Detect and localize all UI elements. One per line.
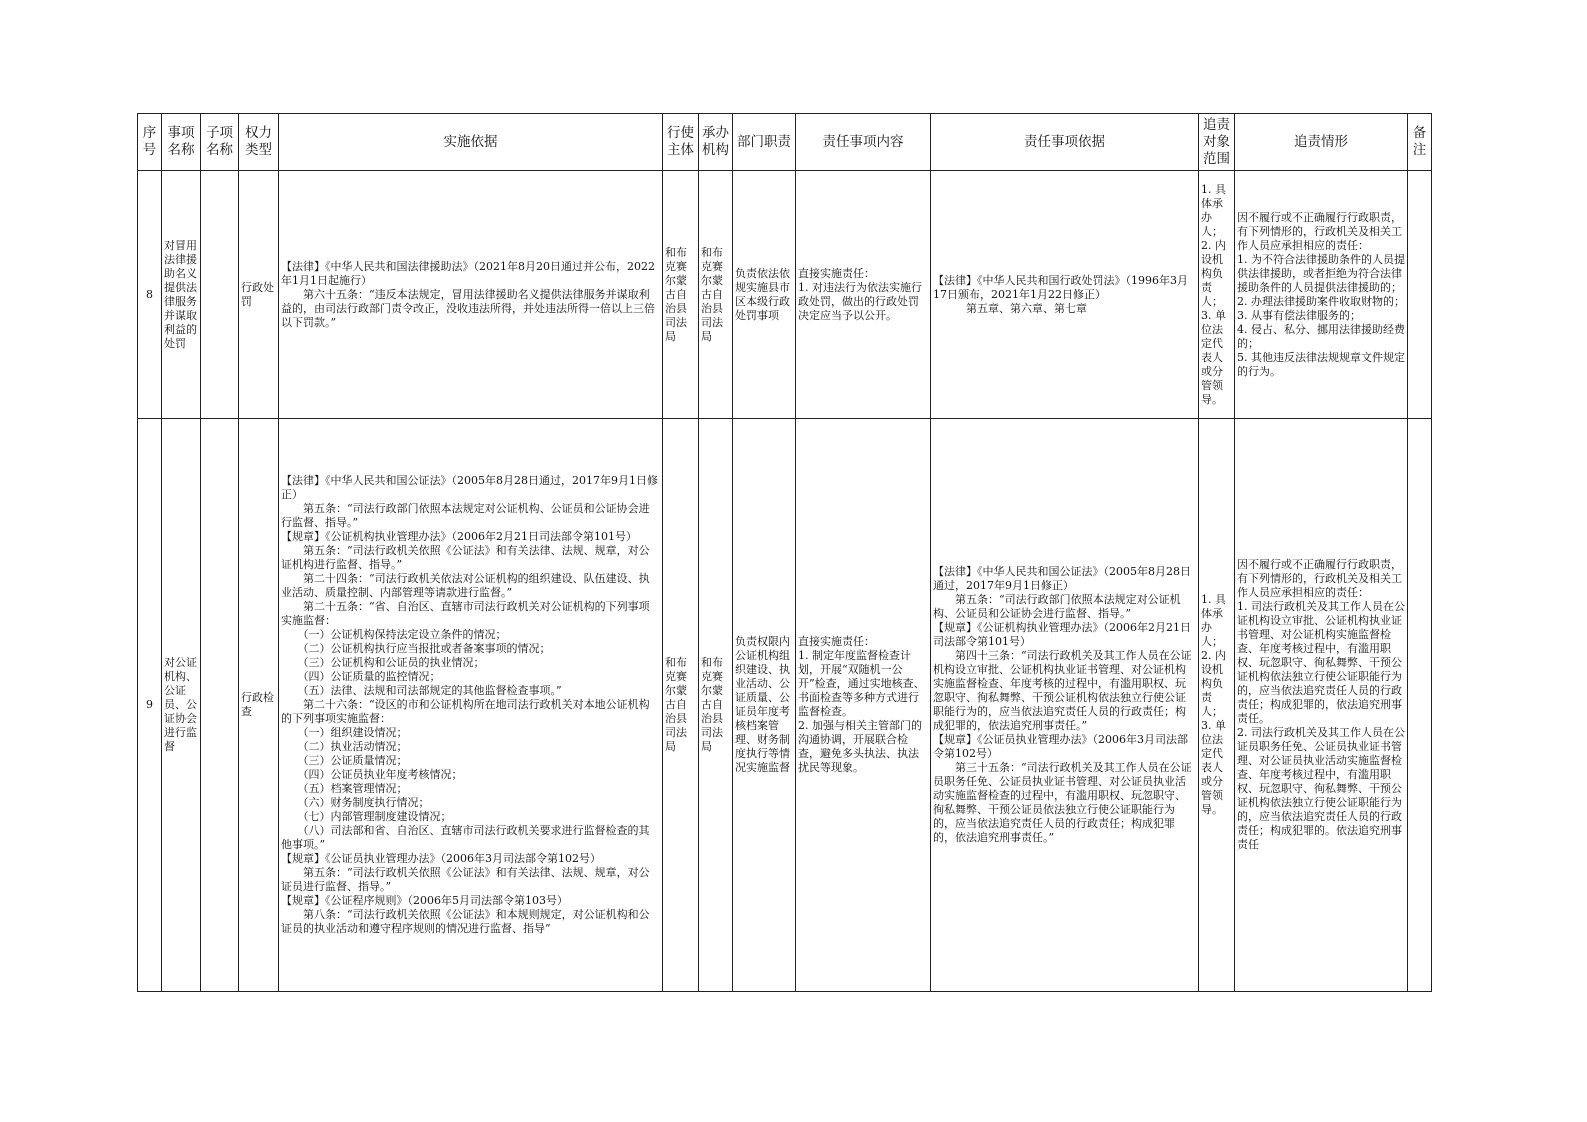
cell-item-name: 对公证机构、公证员、公证协会进行监督 <box>162 419 201 992</box>
cell-basis: 【法律】《中华人民共和国公证法》（2005年8月28日通过，2017年9月1日修正） 第五条：“司法行政部门依照本法规定对公证机构、公证员和公证协会进行监督、指导。” 【规章】《公证机构执业管理办法》（2006年2月21日司法部令第101号） 第五条：“司法行政机关依照《公证法》和有关法律、法规、规章，对公证机构进行监督、指导。” 第二十四条：“司法行政机关依法对公证机构的组织建设、队伍建设、执业活动、质量控制、内部管理等请款进行监督。” 第二十五条：“省、自治区、直辖市司法行政机关对公证机构的下列事项实施监督： （一）公证机构保持法定设立条件的情况； （二）公证机构执行应当报批或者备案事项的情况； （三）公证机构和公证员的执业情况； （四）公证质量的监控情况； （五）法律、法规和司法部规定的其他监督检查事项。” 第二十六条：“设区的市和公证机构所在地司法行政机关对本地公证机构的下列事项实施监督： （一）组织建设情况； （二）执业活动情况； （三）公证质量情况； （四）公证员执业年度考核情况； （五）档案管理情况； （六）财务制度执行情况； （七）内部管理制度建设情况； （八）司法部和省、自治区、直辖市司法行政机关要求进行监督检查的其他事项。” 【规章】《公证员执业管理办法》（2006年3月司法部令第102号） 第五条：“司法行政机关依照《公证法》和有关法律、法规、规章，对公证员进行监督、指导。” 【规章】《公证程序规则》（2006年5月司法部令第103号） 第八条：“司法行政机关依照《公证法》和本规则规定，对公证机构和公证员的执业活动和遵守程序规则的情况进行监督、指导” <box>279 419 663 992</box>
cell-resp-basis: 【法律】《中华人民共和国公证法》（2005年8月28日通过，2017年9月1日修正） 第五条：“司法行政部门依照本法规定对公证机构、公证员和公证协会进行监督、指导。” 【规章】《公证机构执业管理办法》（2006年2月21日司法部令第101号） 第四十三条：“司法行政机关及其工作人员在公证机构设立审批、公证机构执业证书管理、对公证机构实施监督检查、年度考核的过程中，有滥用职权、玩忽职守、徇私舞弊、干预公证机构依法独立行使公证职能行为的，应当依法追究责任人员的行政责任；构成犯罪的，依法追究刑事责任。” 【规章】《公证员执业管理办法》（2006年3月司法部令第102号） 第三十五条：“司法行政机关及其工作人员在公证员职务任免、公证员执业证书管理、对公证员执业活动实施监督检查的过程中，有滥用职权、玩忽职守、徇私舞弊、干预公证员依法独立行使公证职能行为的，应当依法追究责任人员的行政责任；构成犯罪的，依法追究刑事责任。” <box>931 419 1199 992</box>
header-duty: 部门职责 <box>733 114 796 171</box>
cell-resp-basis: 【法律】《中华人民共和国行政处罚法》（1996年3月17日颁布，2021年1月22日修正） 第五章、第六章、第七章 <box>931 171 1199 419</box>
cell-power-type: 行政处罚 <box>239 171 279 419</box>
header-content: 责任事项内容 <box>796 114 931 171</box>
cell-seq: 9 <box>138 419 162 992</box>
cell-duty: 负责权限内公证机构组织建设、执业活动、公证质量、公证员年度考核档案管理、财务制度执行等情况实施监督 <box>733 419 796 992</box>
cell-remark <box>1408 171 1432 419</box>
header-situation: 追责情形 <box>1235 114 1408 171</box>
cell-seq: 8 <box>138 171 162 419</box>
header-item-name: 事项 名称 <box>162 114 201 171</box>
cell-power-type: 行政检查 <box>239 419 279 992</box>
cell-content: 直接实施责任： 1. 制定年度监督检查计划，开展“双随机一公开”检查，通过实地核查、书面检查等多种方式进行监督检查。 2. 加强与相关主管部门的沟通协调，开展联合检查，避免多头执法、执法扰民等现象。 <box>796 419 931 992</box>
cell-sub-item <box>201 419 239 992</box>
header-subject: 行使 主体 <box>663 114 699 171</box>
cell-subject: 和布克赛尔蒙古自治县司法局 <box>663 171 699 419</box>
header-sub-item: 子项 名称 <box>201 114 239 171</box>
header-seq: 序 号 <box>138 114 162 171</box>
cell-organ: 和布克赛尔蒙古自治县司法局 <box>699 419 733 992</box>
header-basis: 实施依据 <box>279 114 663 171</box>
table-header-row <box>138 114 1432 171</box>
table-row <box>138 171 1432 419</box>
cell-content: 直接实施责任： 1. 对违法行为依法实施行政处罚，做出的行政处罚决定应当予以公开。 <box>796 171 931 419</box>
cell-scope: 1. 具体承办人； 2. 内设机构负责人； 3. 单位法定代表人或分管领导。 <box>1199 419 1235 992</box>
header-organ: 承办 机构 <box>699 114 733 171</box>
header-scope: 追责 对象 范围 <box>1199 114 1235 171</box>
cell-sub-item <box>201 171 239 419</box>
cell-duty: 负责依法依规实施县市区本级行政处罚事项 <box>733 171 796 419</box>
table-row <box>138 419 1432 992</box>
cell-scope: 1. 具体承办人； 2. 内设机构负责人； 3. 单位法定代表人或分管领导。 <box>1199 171 1235 419</box>
cell-situation: 因不履行或不正确履行行政职责，有下列情形的，行政机关及相关工作人员应承担相应的责任： 1. 为不符合法律援助条件的人员提供法律援助，或者拒绝为符合法律援助条件的人员提供法律援助的； 2. 办理法律援助案件收取财物的； 3. 从事有偿法律服务的； 4. 侵占、私分、挪用法律援助经费的； 5. 其他违反法律法规规章文件规定的行为。 <box>1235 171 1408 419</box>
cell-situation: 因不履行或不正确履行行政职责，有下列情形的，行政机关及相关工作人员应承担相应的责任： 1. 司法行政机关及其工作人员在公证机构设立审批、公证机构执业证书管理、对公证机构实施监督检查、年度考核过程中，有滥用职权、玩忽职守、徇私舞弊、干预公证机构依法独立行使公证职能行为的，应当依法追究责任人员的行政责任；构成犯罪的，依法追究刑事责任。 2. 司法行政机关及其工作人员在公证员职务任免、公证员执业证书管理、对公证员执业活动实施监督检查、年度考核过程中，有滥用职权、玩忽职守、徇私舞弊、干预公证机构依法独立行使公证职能行为的，应当依法追究责任人员的行政责任；构成犯罪的。依法追究刑事责任 <box>1235 419 1408 992</box>
cell-subject: 和布克赛尔蒙古自治县司法局 <box>663 419 699 992</box>
header-power-type: 权力 类型 <box>239 114 279 171</box>
responsibility-table <box>137 113 1432 992</box>
cell-remark <box>1408 419 1432 992</box>
header-remark: 备 注 <box>1408 114 1432 171</box>
cell-item-name: 对冒用法律援助名义提供法律服务并谋取利益的处罚 <box>162 171 201 419</box>
cell-basis: 【法律】《中华人民共和国法律援助法》（2021年8月20日通过并公布，2022年1月1日起施行） 第六十五条：“违反本法规定，冒用法律援助名义提供法律服务并谋取利益的，由司法行政部门责令改正，没收违法所得，并处违法所得一倍以上三倍以下罚款。” <box>279 171 663 419</box>
header-resp-basis: 责任事项依据 <box>931 114 1199 171</box>
cell-organ: 和布克赛尔蒙古自治县司法局 <box>699 171 733 419</box>
